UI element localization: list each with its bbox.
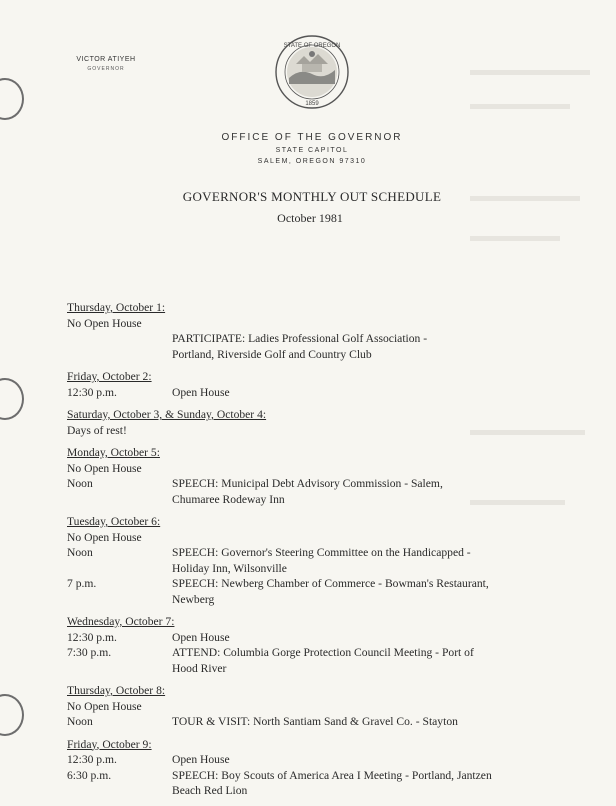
entry-description: Newberg — [172, 592, 215, 606]
schedule-entry — [67, 768, 557, 784]
schedule-entry — [67, 752, 557, 768]
schedule-entry — [67, 783, 557, 799]
binder-hole — [0, 378, 24, 420]
entry-description — [172, 461, 557, 477]
entry-time: No Open House — [67, 530, 142, 544]
entry-time: No Open House — [67, 461, 142, 475]
entry-time — [67, 783, 172, 799]
entry-time: 12:30 p.m. — [67, 630, 117, 644]
entry-time — [67, 661, 172, 677]
entry-time — [67, 492, 172, 508]
entry-description — [172, 423, 557, 439]
day-heading: Thursday, October 8: — [67, 684, 166, 697]
entry-time: Days of rest! — [67, 423, 127, 437]
day-heading: Thursday, October 1: — [67, 301, 166, 314]
day-heading: Monday, October 5: — [67, 446, 160, 459]
binder-hole — [0, 694, 24, 736]
entry-time: Noon — [67, 715, 93, 728]
schedule-entry — [67, 423, 557, 439]
schedule-entry — [67, 561, 557, 577]
schedule-entry — [67, 492, 557, 508]
entry-description: Beach Red Lion — [172, 784, 248, 797]
schedule-entry — [67, 385, 557, 401]
schedule-entry — [67, 316, 557, 332]
day-heading: Friday, October 2: — [67, 370, 152, 383]
entry-description: Open House — [172, 753, 230, 766]
entry-time: Noon — [67, 546, 93, 559]
schedule-entry — [67, 630, 557, 646]
schedule-day — [67, 369, 557, 400]
entry-description — [172, 530, 557, 546]
entry-description — [172, 699, 557, 715]
entry-description: PARTICIPATE: Ladies Professional Golf Association - — [172, 332, 428, 345]
entry-description: Chumaree Rodeway Inn — [172, 492, 285, 506]
schedule-day — [67, 407, 557, 438]
schedule-list — [67, 300, 557, 806]
schedule-entry — [67, 661, 557, 677]
document-title: GOVERNOR'S MONTHLY OUT SCHEDULE — [182, 189, 442, 204]
schedule-entry — [67, 714, 557, 730]
schedule-entry — [67, 545, 557, 561]
schedule-day — [67, 300, 557, 362]
day-heading: Wednesday, October 7: — [67, 615, 175, 628]
governor-name: VICTOR ATIYEH — [76, 56, 136, 63]
entry-description: ATTEND: Columbia Gorge Protection Council Meeting - Port of — [172, 646, 474, 659]
entry-time — [67, 561, 172, 577]
office-address: SALEM, OREGON 97310 — [257, 158, 367, 165]
office-name: OFFICE OF THE GOVERNOR — [221, 132, 403, 143]
entry-time: 6:30 p.m. — [67, 768, 112, 782]
schedule-day — [67, 683, 557, 730]
schedule-entry — [67, 699, 557, 715]
entry-description: SPEECH: Newberg Chamber of Commerce - Bowman's Restaurant, — [172, 577, 489, 590]
schedule-day — [67, 445, 557, 507]
entry-time: 7 p.m. — [67, 577, 97, 590]
schedule-day — [67, 614, 557, 676]
entry-description: SPEECH: Municipal Debt Advisory Commission - Salem, — [172, 477, 443, 490]
bleed-through-mark — [470, 70, 590, 75]
day-heading: Tuesday, October 6: — [67, 515, 161, 528]
schedule-entry — [67, 331, 557, 347]
schedule-day — [67, 514, 557, 607]
schedule-entry — [67, 476, 557, 492]
schedule-entry — [67, 592, 557, 608]
governor-title: GOVERNOR — [87, 66, 125, 72]
bleed-through-mark — [470, 104, 570, 109]
office-building: STATE CAPITOL — [275, 147, 349, 154]
state-seal-icon — [274, 34, 350, 110]
entry-time — [67, 592, 172, 608]
entry-description: Hood River — [172, 661, 227, 675]
seal-year: 1859 — [305, 101, 319, 107]
entry-time: No Open House — [67, 316, 142, 330]
entry-description: TOUR & VISIT: North Santiam Sand & Gravel Co. - Stayton — [172, 715, 458, 728]
entry-description — [172, 316, 557, 332]
entry-description: SPEECH: Boy Scouts of America Area I Meeting - Portland, Jantzen — [172, 768, 492, 782]
entry-time: 12:30 p.m. — [67, 753, 117, 766]
schedule-entry — [67, 645, 557, 661]
entry-time: No Open House — [67, 699, 142, 713]
entry-description: Portland, Riverside Golf and Country Club — [172, 347, 372, 361]
binder-hole — [0, 78, 24, 120]
schedule-day — [67, 737, 557, 799]
entry-time: 7:30 p.m. — [67, 646, 112, 659]
entry-time — [67, 347, 172, 363]
entry-time: 12:30 p.m. — [67, 385, 117, 399]
seal-text: STATE OF OREGON — [283, 43, 341, 49]
bleed-through-mark — [470, 236, 560, 241]
schedule-entry — [67, 461, 557, 477]
entry-time — [67, 331, 172, 347]
day-heading: Friday, October 9: — [67, 737, 152, 751]
document-month: October 1981 — [277, 211, 343, 225]
schedule-entry — [67, 576, 557, 592]
entry-description: SPEECH: Governor's Steering Committee on the Handicapped - — [172, 546, 471, 559]
entry-time: Noon — [67, 477, 93, 490]
schedule-entry — [67, 347, 557, 363]
entry-description: Open House — [172, 385, 230, 399]
schedule-entry — [67, 530, 557, 546]
entry-description: Open House — [172, 630, 230, 644]
entry-description: Holiday Inn, Wilsonville — [172, 561, 287, 575]
day-heading: Saturday, October 3, & Sunday, October 4: — [67, 408, 267, 421]
